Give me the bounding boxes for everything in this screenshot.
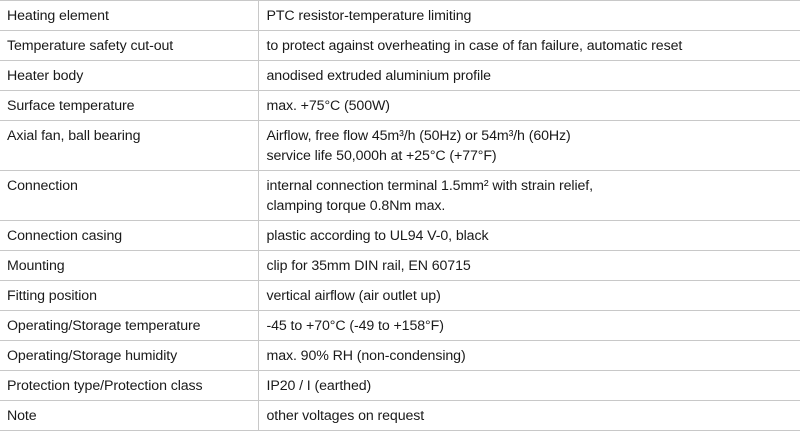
row-value	[258, 281, 800, 311]
table-row	[0, 171, 800, 221]
row-value	[258, 371, 800, 401]
row-value	[258, 311, 800, 341]
table-row	[0, 311, 800, 341]
table-row	[0, 371, 800, 401]
row-label: Mounting	[0, 251, 258, 281]
value-line: max. +75°C (500W)	[266, 98, 390, 114]
row-label: Connection	[0, 171, 258, 221]
row-value	[258, 171, 800, 221]
value-line: anodised extruded aluminium profile	[266, 68, 491, 84]
table-row	[0, 281, 800, 311]
row-value	[258, 31, 800, 61]
row-label: Operating/Storage humidity	[0, 341, 258, 371]
row-label: Operating/Storage temperature	[0, 311, 258, 341]
row-value	[258, 61, 800, 91]
table-row	[0, 121, 800, 171]
row-label: Heater body	[0, 61, 258, 91]
row-label: Surface temperature	[0, 91, 258, 121]
value-line: max. 90% RH (non-condensing)	[266, 348, 466, 364]
table-row	[0, 251, 800, 281]
value-line: Airflow, free flow 45m³/h (50Hz) or 54m³/h (60Hz)	[266, 128, 571, 144]
table-row	[0, 1, 800, 31]
row-value	[258, 121, 800, 171]
table-row	[0, 221, 800, 251]
row-label: Heating element	[0, 1, 258, 31]
table-row	[0, 31, 800, 61]
value-line: plastic according to UL94 V-0, black	[266, 228, 489, 244]
row-label: Fitting position	[0, 281, 258, 311]
value-line: internal connection terminal 1.5mm² with strain relief,	[266, 178, 593, 194]
row-value	[258, 221, 800, 251]
row-label: Axial fan, ball bearing	[0, 121, 258, 171]
value-line: IP20 / I (earthed)	[266, 378, 372, 394]
table-row	[0, 61, 800, 91]
table-row	[0, 91, 800, 121]
row-value	[258, 401, 800, 431]
value-line: -45 to +70°C (-49 to +158°F)	[266, 318, 444, 334]
row-label: Protection type/Protection class	[0, 371, 258, 401]
value-line: service life 50,000h at +25°C (+77°F)	[266, 148, 497, 164]
value-line: vertical airflow (air outlet up)	[266, 288, 441, 304]
row-label: Temperature safety cut-out	[0, 31, 258, 61]
row-value	[258, 1, 800, 31]
row-value	[258, 251, 800, 281]
row-label: Connection casing	[0, 221, 258, 251]
value-line: other voltages on request	[266, 408, 425, 424]
row-label: Note	[0, 401, 258, 431]
value-line: to protect against overheating in case of fan failure, automatic reset	[266, 38, 683, 54]
value-line: clamping torque 0.8Nm max.	[266, 198, 446, 214]
value-line: clip for 35mm DIN rail, EN 60715	[266, 258, 471, 274]
table-row	[0, 401, 800, 431]
value-line: PTC resistor-temperature limiting	[266, 8, 472, 24]
row-value	[258, 341, 800, 371]
table-row	[0, 341, 800, 371]
row-value	[258, 91, 800, 121]
